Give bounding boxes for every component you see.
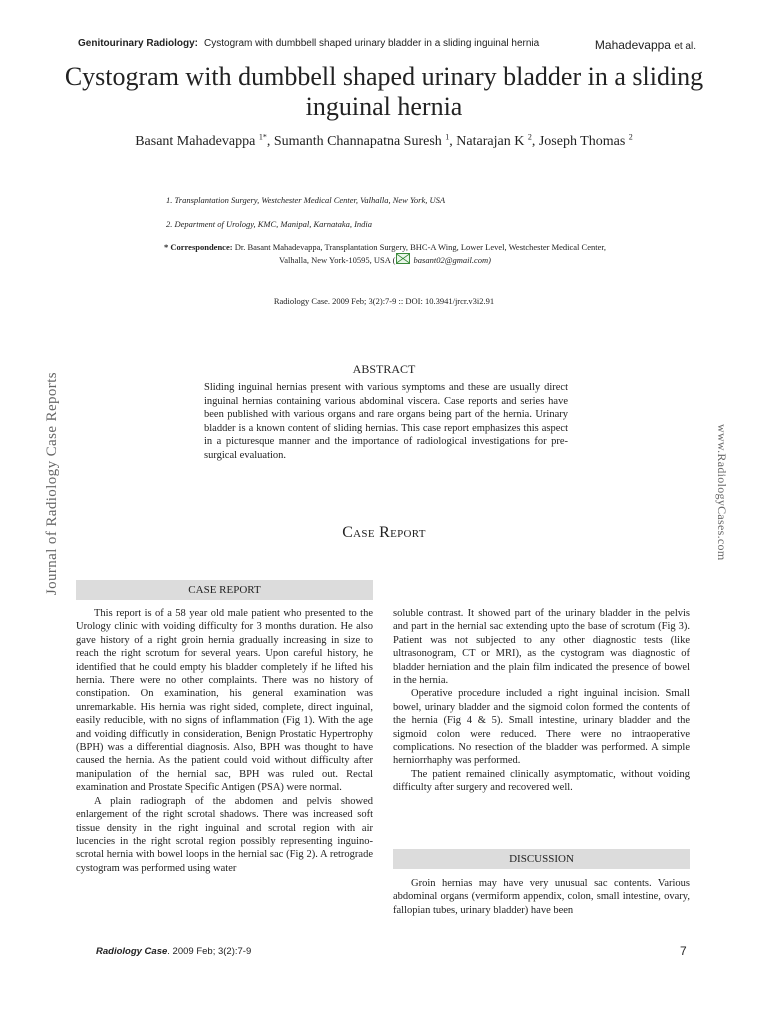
running-author-suffix: et al. bbox=[674, 41, 696, 52]
footer-citation bbox=[96, 946, 251, 957]
footer-citation-text: . 2009 Feb; 3(2):7-9 bbox=[167, 946, 252, 957]
correspondence-email[interactable]: basant02@gmail.com) bbox=[413, 255, 491, 265]
case-report-heading: Case Report bbox=[342, 524, 426, 541]
page-number: 7 bbox=[680, 944, 687, 958]
correspondence-text: Dr. Basant Mahadevappa, Transplantation Surgery, BHC-A Wing, Lower Level, Westchester Medical Center, Valhalla, New York-10595, USA ( bbox=[234, 242, 606, 265]
author: Basant Mahadevappa $^{1*}$, bbox=[135, 132, 274, 149]
left-column bbox=[76, 607, 373, 875]
running-header bbox=[78, 38, 539, 49]
journal-section: Genitourinary Radiology: bbox=[78, 38, 199, 49]
abstract-heading: ABSTRACT bbox=[352, 362, 416, 376]
author: Sumanth Channapatna Suresh $^1$, bbox=[273, 132, 457, 149]
running-author-name: Mahadevappa bbox=[594, 38, 671, 52]
affiliation-1: 1. Transplantation Surgery, Westchester Medical Center, Valhalla, New York, USA bbox=[166, 195, 446, 205]
paragraph: Groin hernias may have very unusual sac contents. Various abdominal organs (vermiform appendix, colon, small intestine, ovary, fallopian tubes, urinary bladder) have been bbox=[393, 878, 690, 916]
running-author bbox=[595, 38, 696, 52]
journal-side-label: Journal of Radiology Case Reports bbox=[44, 372, 60, 596]
article-title: Cystogram with dumbbell shaped urinary bladder in a sliding inguinal hernia bbox=[64, 62, 704, 121]
affiliation-2: 2. Department of Urology, KMC, Manipal, Karnataka, India bbox=[166, 219, 373, 229]
envelope-icon bbox=[396, 253, 410, 264]
paragraph: This report is of a 58 year old male patient who presented to the Urology clinic with voiding difficulty for 3 months duration. He also gave history of a right groin hernia gradually increasing in size to reach the right scrotum for several years. Upon careful history, he identified that he could empty his bladder completely if he lifted his hernia. There were no other complaints. There was no history of constipation. On examination, his general examination was unremarkable. His hernia was right sided, complete, direct inguinal, easily reducible, with no signs of inflammation (Fig 1). With the age and voiding difficutly in consideration, Benign Prostatic Hypertrophy (BPH) was a differential diagnosis. Also, BPH was thought to have caused the hernia. As the patient could void without difficulty after manipulation of the hernial sac, BPH was ruled out. Rectal examination and Prostate Specific Antigen (PSA) were normal. bbox=[76, 608, 373, 794]
paragraph: A plain radiograph of the abdomen and pelvis showed enlargement of the right scrotal shadows. There was increased soft tissue density in the right inguinal and scrotal region with air lucencies in the right scrotal region possibly representing inguino-scrotal hernia with bowel loops in the hernial sac (Fig 2). A retrograde cystogram was performed using water bbox=[76, 795, 373, 874]
paragraph: Operative procedure included a right inguinal incision. Small bowel, urinary bladder and the sigmoid colon formed the contents of the hernia (Fig 4 & 5). Small intestine, urinary bladder and the sigmoid colon were reduced. There were no intraoperative complications. No resection of the bladder was performed. A simple herniorrhaphy was performed. bbox=[393, 688, 690, 767]
case-report-section-bar: CASE REPORT bbox=[76, 580, 373, 600]
footer-journal: Radiology Case bbox=[96, 946, 168, 957]
discussion-section-bar: DISCUSSION bbox=[393, 849, 690, 869]
running-title: Cystogram with dumbbell shaped urinary bladder in a sliding inguinal hernia bbox=[204, 38, 540, 49]
paragraph: The patient remained clinically asymptomatic, without voiding difficulty after surgery and recovered well. bbox=[393, 768, 690, 794]
discussion-column bbox=[393, 877, 690, 917]
author: Natarajan K $^2$, bbox=[456, 132, 539, 149]
right-column bbox=[393, 607, 690, 795]
citation-line: Radiology Case. 2009 Feb; 3(2):7-9 :: DOI: 10.3941/jrcr.v3i2.91 bbox=[273, 296, 495, 306]
website-side-label: www.RadiologyCases.com bbox=[715, 424, 729, 561]
author-list bbox=[60, 132, 708, 150]
correspondence-label: * Correspondence: bbox=[164, 242, 233, 252]
author: Joseph Thomas $^2$ bbox=[538, 132, 633, 149]
paragraph: soluble contrast. It showed part of the urinary bladder in the pelvis and part in the hernial sac extending upto the base of scrotum (Fig 3). Patient was not subjected to any other diagnostic tests (like ultrasonogram, CT or MRI), as the cystogram was diagnostic of bladder herniation and the plain film indicated the presence of bowel in the hernia. bbox=[393, 608, 690, 687]
abstract-text: Sliding inguinal hernias present with various symptoms and these are usually direct inguinal hernias containing various abdominal viscera. Case reports and series have been published with various organs and rare organs being part of the hernia. Urinary bladder is a known content of sliding hernias. This case report emphasizes this aspect in a picturesque manner and the importance of radiological investigations for pre-surgical evaluation. bbox=[204, 382, 568, 461]
correspondence bbox=[150, 241, 620, 266]
